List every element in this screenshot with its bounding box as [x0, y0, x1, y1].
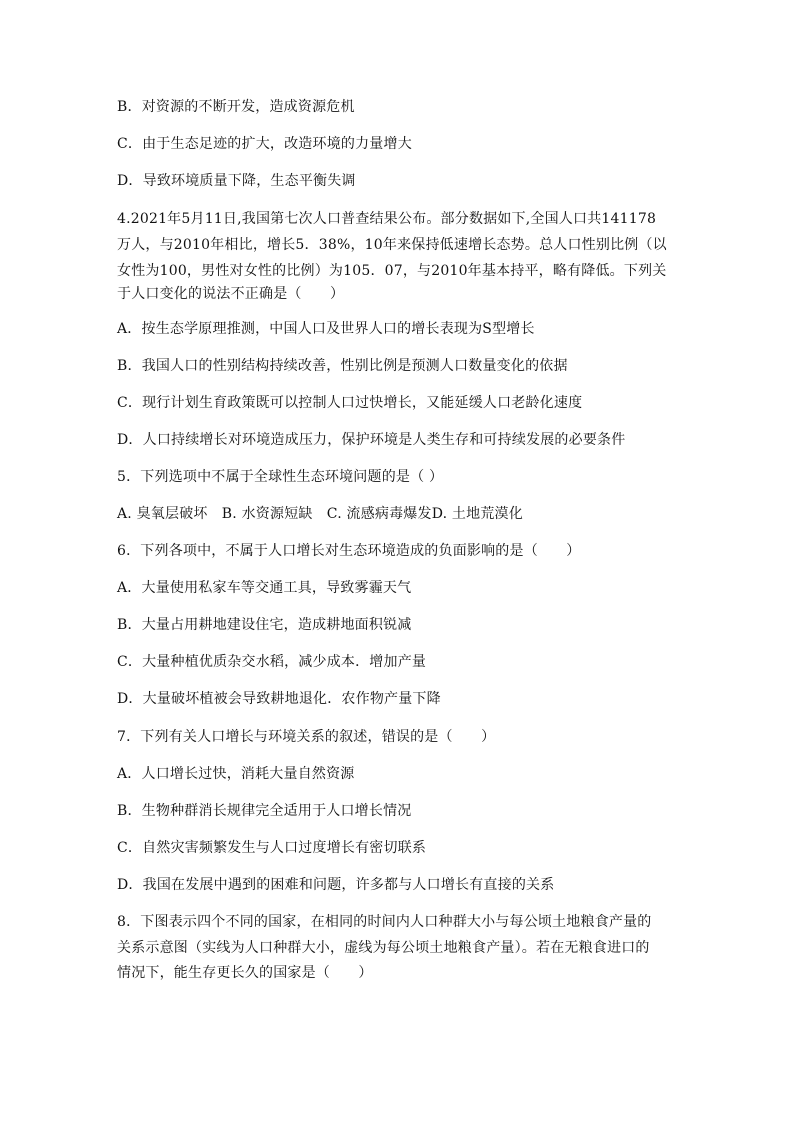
q5-options: A. 臭氧层破坏 B. 水资源短缺 C. 流感病毒爆发D. 土地荒漠化	[117, 506, 523, 522]
q7-option-d: D．我国在发展中遇到的困难和问题，许多都与人口增长有直接的关系	[117, 877, 555, 893]
q6-option-c: C．大量种植优质杂交水稻，减少成本．增加产量	[117, 654, 427, 670]
q4-stem-line-4: 于人口变化的说法不正确是（ ）	[117, 286, 345, 302]
q4-option-c: C．现行计划生育政策既可以控制人口过快增长，又能延缓人口老龄化速度	[117, 395, 583, 411]
q7-option-a: A．人口增长过快，消耗大量自然资源	[117, 766, 355, 782]
q6-option-a: A．大量使用私家车等交通工具，导致雾霾天气	[117, 580, 412, 596]
q8-stem-line-1: 8．下图表示四个不同的国家，在相同的时间内人口种群大小与每公顷土地粮食产量的	[117, 914, 652, 930]
q6-option-d: D．大量破坏植被会导致耕地退化．农作物产量下降	[117, 691, 441, 707]
q7-option-c: C．自然灾害频繁发生与人口过度增长有密切联系	[117, 840, 427, 856]
q4-option-d: D．人口持续增长对环境造成压力，保护环境是人类生存和可持续发展的必要条件	[117, 432, 626, 448]
q5-stem: 5．下列选项中不属于全球性生态环境问题的是（ ）	[117, 469, 444, 485]
q4-stem-line-1: 4.2021年5月11日,我国第七次人口普查结果公布。部分数据如下,全国人口共141178	[117, 211, 657, 227]
q8-stem-line-3: 情况下，能生存更长久的国家是（ ）	[117, 965, 373, 981]
q7-option-b: B．生物种群消长规律完全适用于人口增长情况	[117, 803, 412, 819]
q6-stem: 6．下列各项中，不属于人口增长对生态环境造成的负面影响的是（ ）	[117, 543, 581, 559]
q3-option-d: D．导致环境质量下降，生态平衡失调	[117, 173, 356, 189]
q8-stem-line-2: 关系示意图（实线为人口种群大小，虚线为每公顷土地粮食产量）。若在无粮食进口的	[117, 940, 650, 956]
q3-option-c: C．由于生态足迹的扩大，改造环境的力量增大	[117, 136, 412, 152]
q4-option-a: A．按生态学原理推测，中国人口及世界人口的增长表现为S型增长	[117, 321, 535, 337]
q7-stem: 7．下列有关人口增长与环境关系的叙述，错误的是（ ）	[117, 729, 496, 745]
q4-option-b: B．我国人口的性别结构持续改善，性别比例是预测人口数量变化的依据	[117, 358, 568, 374]
q3-option-b: B．对资源的不断开发，造成资源危机	[117, 99, 355, 115]
q6-option-b: B．大量占用耕地建设住宅，造成耕地面积锐减	[117, 617, 412, 633]
q4-stem-line-3: 女性为100，男性对女性的比例）为105．07，与2010年基本持平，略有降低。下列关	[117, 263, 667, 279]
q4-stem-line-2: 万人，与2010年相比，增长5．38%，10年来保持低速增长态势。总人口性别比例（以	[117, 237, 667, 253]
